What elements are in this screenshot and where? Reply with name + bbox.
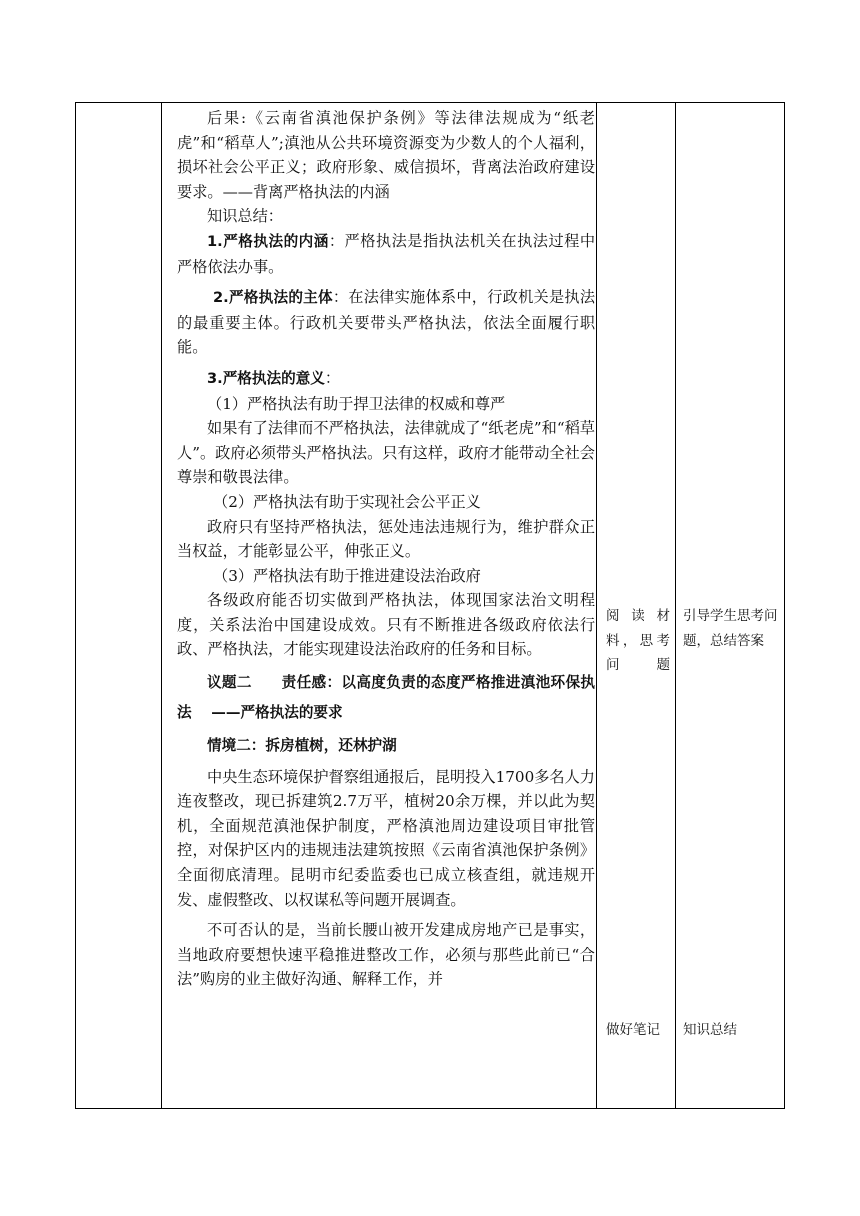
- significance-1-heading: （1）严格执法有助于捍卫法律的权威和尊严: [207, 394, 506, 413]
- significance-3-heading: （3）严格执法有助于推进建设法治政府: [213, 566, 481, 585]
- consequence-paragraph: 后果:《云南省滇池保护条例》等法律法规成为“纸老虎”和“稻草人”;滇池从公共环境资源变为少数人的个人福利，损坏社会公平正义；政府形象、威信损坏，背离法治政府建设要求。——背离严格执法的内涵: [177, 109, 595, 201]
- scenario-two-paragraph-2: 不可否认的是，当前长腰山被开发建成房地产已是事实，当地政府要想快速平稳推进整改工作，必须与那些此前已“合法”购房的业主做好沟通、解释工作，并: [177, 921, 595, 989]
- scenario-two-paragraph-1: 中央生态环境保护督察组通报后，昆明投入1700多名人力连夜整改，现已拆建筑2.7万平，植树20余万棵，并以此为契机，全面规范滇池保护制度，严格滇池周边建设项目审批管控，对保护区内的违规违法建筑按照《云南省滇池保护条例》全面彻底清理。昆明市纪委监委也已成立核查组，就违规开发、虚假整改、以权谋私等问题开展调查。: [177, 767, 595, 909]
- point-label: 2.严格执法的主体: [213, 289, 333, 307]
- summary-heading: 知识总结：: [207, 207, 283, 226]
- topic-two-heading: 议题二 责任感：以高度负责的态度严格推进滇池环保执法 ——严格执法的要求: [177, 674, 595, 722]
- significance-1-text: 如果有了法律而不严格执法，法律就成了“纸老虎”和“稻草人”。政府必须带头严格执法。只有这样，政府才能带动全社会尊崇和敬畏法律。: [177, 419, 595, 487]
- point-label: 3.严格执法的意义: [207, 369, 325, 387]
- point-label: 1.严格执法的内涵: [207, 232, 329, 250]
- column-divider: [161, 103, 162, 1108]
- student-activity-read: 阅读材料，思考问题: [606, 608, 670, 674]
- scenario-two-heading: 情境二：拆房植树，还林护湖: [207, 737, 397, 755]
- teacher-activity-summary: 知识总结: [683, 1022, 737, 1038]
- point-connotation: [177, 229, 595, 279]
- main-content-cell: [169, 103, 601, 992]
- teacher-activity-guide: 引导学生思考问题，总结答案: [683, 608, 778, 649]
- column-divider: [675, 103, 676, 1108]
- point-text: ：: [324, 368, 341, 387]
- lesson-table: [75, 102, 785, 1109]
- point-text: ：严格执法是指执法机关在执法过程中严格依法办事。: [177, 231, 595, 276]
- point-significance: [177, 366, 595, 392]
- significance-3-text: 各级政府能否切实做到严格执法，体现国家法治文明程度，关系法治中国建设成效。只有不断推进各级政府依法行政、严格执法，才能实现建设法治政府的任务和目标。: [177, 591, 595, 659]
- significance-2-heading: （2）严格执法有助于实现社会公平正义: [213, 492, 481, 511]
- point-subject: [177, 285, 595, 360]
- student-activity-notes: 做好笔记: [606, 1022, 660, 1038]
- significance-2-text: 政府只有坚持严格执法，惩处违法违规行为，维护群众正当权益，才能彰显公平，伸张正义。: [177, 517, 595, 561]
- point-text: ：在法律实施体系中，行政机关是执法的最重要主体。行政机关要带头严格执法，依法全面履行职能。: [177, 288, 595, 357]
